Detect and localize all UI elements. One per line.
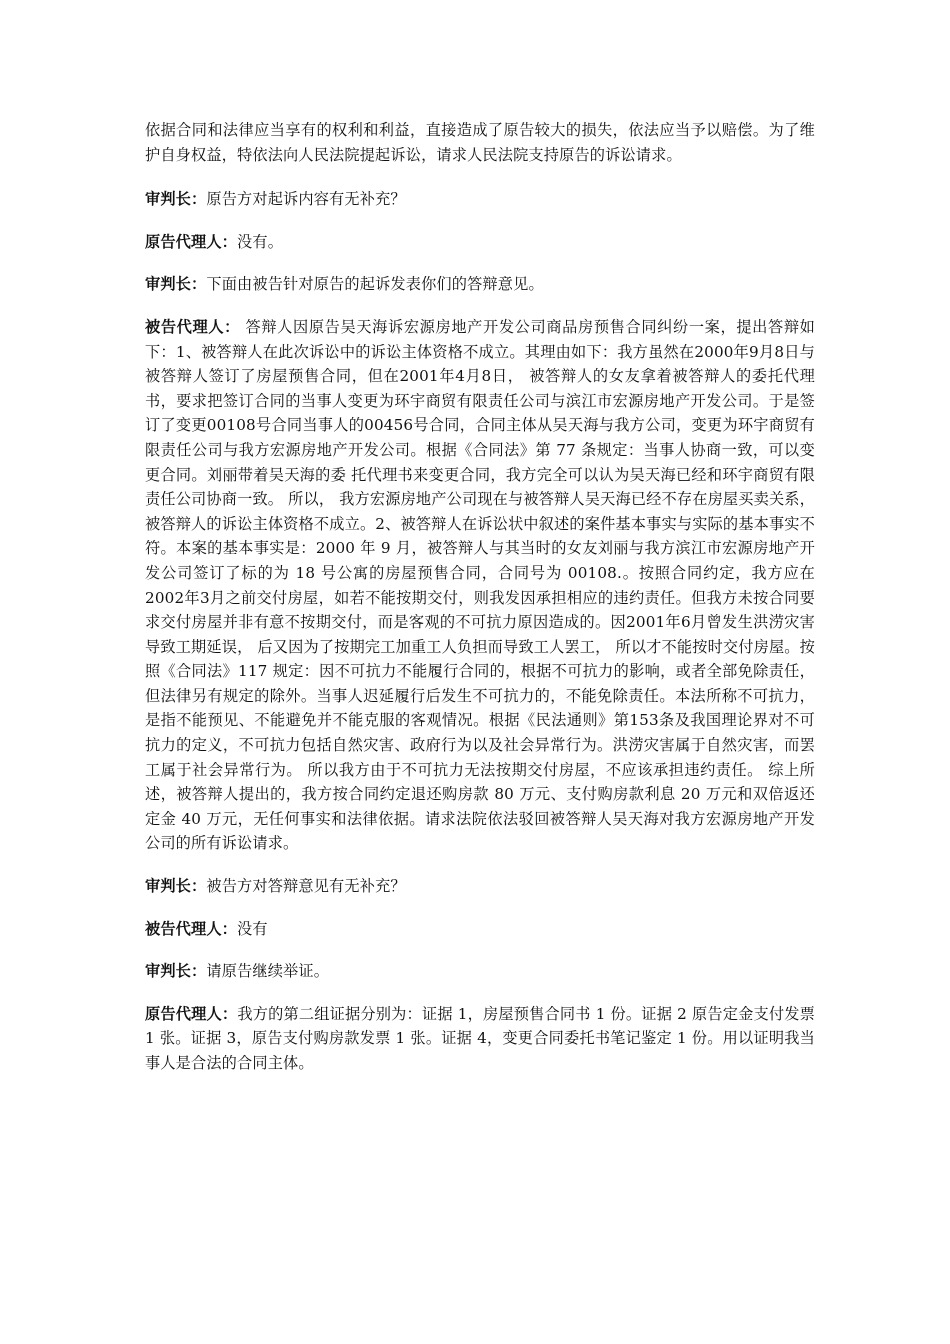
speech-text: 没有 <box>237 919 268 938</box>
dialogue-entry <box>145 917 815 942</box>
dialogue-entry <box>145 187 815 212</box>
speaker-label: 审判长： <box>145 275 207 294</box>
speech-text: 请原告继续举证。 <box>206 962 330 981</box>
speech-text: 被告方对答辩意见有无补充？ <box>206 877 406 896</box>
speech-text: 没有。 <box>237 232 284 251</box>
speech-text: 答辩人因原告吴天海诉宏源房地产开发公司商品房预售合同纠纷一案，提出答辩如下：1、被答辩人在此次诉讼中的诉讼主体资格不成立。其理由如下：我方虽然在2000年9月8日与被答辩人签订了房屋预售合同，但在2001年4月8日， 被答辩人的女友拿着被答辩人的委托代理书，要求把签订合同的当事人变更为环宇商贸有限责任公司与滨江市宏源房地产开发公司。于是签订了变更00108号合同当事人的00456号合同，合同主体从吴天海与我方公司，变更为环宇商贸有限责任公司与我方宏源房地产开发公司。根据《合同法》第 77 条规定：当事人协商一致，可以变更合同。刘丽带着吴天海的委 托代理书来变更合同，我方完全可以认为吴天海已经和环宇商贸有限责任公司协商一致。 所以， 我方宏源房地产公司现在与被答辩人吴天海已经不存在房屋买卖关系，被答辩人的诉讼主体资格不成立。2、被答辩人在诉讼状中叙述的案件基本事实与实际的基本事实不符。本案的基本事实是：2000 年 9 月，被答辩人与其当时的女友刘丽与我方滨江市宏源房地产开发公司签订了标的为 18 号公寓的房屋预售合同，合同号为 00108.。按照合同约定，我方应在2002年3月之前交付房屋，如若不能按期交付，则我发因承担相应的违约责任。但我方未按合同要求交付房屋并非有意不按期交付，而是客观的不可抗力原因造成的。因2001年6月曾发生洪涝灾害导致工期延误， 后又因为了按期完工加重工人负担而导致工人罢工， 所以才不能按时交付房屋。按照《合同法》117 规定：因不可抗力不能履行合同的，根据不可抗力的影响，或者全部免除责任，但法律另有规定的除外。当事人迟延履行后发生不可抗力的，不能免除责任。本法所称不可抗力，是指不能预见、不能避免并不能克服的客观情况。根据《民法通则》第153条及我国理论界对不可抗力的定义，不可抗力包括自然灾害、政府行为以及社会异常行为。洪涝灾害属于自然灾害，而罢工属于社会异常行为。 所以我方由于不可抗力无法按期交付房屋，不应该承担违约责任。 综上所述，被答辩人提出的，我方按合同约定退还购房款 80 万元、支付购房款利息 20 万元和双倍返还定金 40 万元，无任何事实和法律依据。请求法院依法驳回被答辩人吴天海对我方宏源房地产开发公司的所有诉讼请求。 <box>145 317 815 853</box>
speaker-label: 原告代理人： <box>145 1004 238 1023</box>
intro-paragraph: 依据合同和法律应当享有的权利和利益，直接造成了原告较大的损失，依法应当予以赔偿。为了维护自身权益，特依法向人民法院提起诉讼，请求人民法院支持原告的诉讼请求。 <box>145 121 815 164</box>
dialogue-entry <box>145 272 815 297</box>
document-page <box>145 118 815 1094</box>
dialogue-entry <box>145 874 815 899</box>
speech-text: 下面由被告针对原告的起诉发表你们的答辩意见。 <box>206 275 544 294</box>
dialogue-entry <box>145 959 815 984</box>
dialogue-entry <box>145 230 815 255</box>
speech-text: 我方的第二组证据分别为：证据 1，房屋预售合同书 1 份。证据 2 原告定金支付发票 1 张。证据 3，原告支付购房款发票 1 张。证据 4，变更合同委托书笔记鉴定 1 份。用以证明我当事人是合法的合同主体。 <box>145 1004 815 1072</box>
dialogue-entry <box>145 1002 815 1076</box>
speaker-label: 原告代理人： <box>145 232 238 251</box>
speech-text: 原告方对起诉内容有无补充？ <box>206 190 406 209</box>
speaker-label: 被告代理人： <box>145 317 241 336</box>
speaker-label: 被告代理人： <box>145 919 238 938</box>
speaker-label: 审判长： <box>145 190 207 209</box>
dialogue-entry <box>145 315 815 856</box>
speaker-label: 审判长： <box>145 877 207 896</box>
speaker-label: 审判长： <box>145 962 207 981</box>
